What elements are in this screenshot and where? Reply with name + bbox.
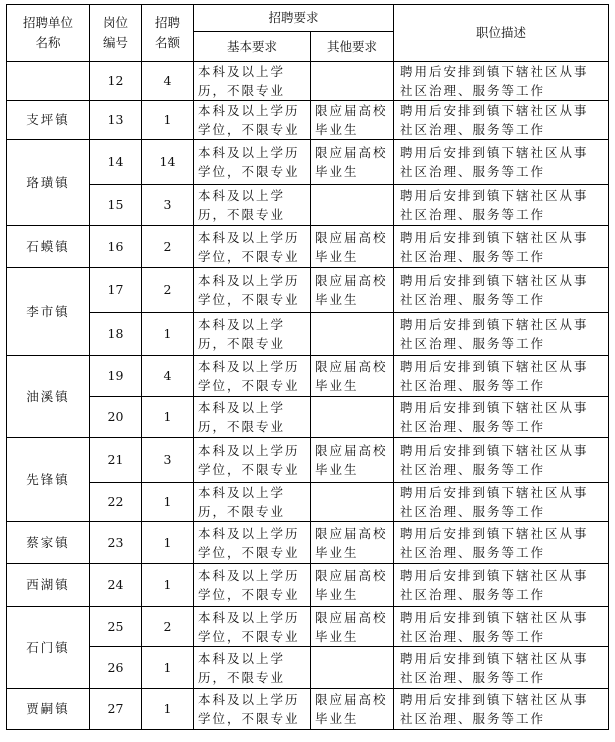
description-cell: 聘用后安排到镇下辖社区从事社区治理、服务等工作: [394, 313, 609, 356]
description-cell: 聘用后安排到镇下辖社区从事社区治理、服务等工作: [394, 689, 609, 730]
quota-cell: 4: [142, 356, 194, 397]
quota-cell: 1: [142, 397, 194, 438]
post-number-cell: 24: [90, 564, 142, 607]
header-post-number: 岗位 编号: [90, 5, 142, 62]
header-requirements: 招聘要求: [194, 5, 394, 32]
post-number-cell: 25: [90, 607, 142, 647]
description-cell: 聘用后安排到镇下辖社区从事社区治理、服务等工作: [394, 564, 609, 607]
post-number-cell: 23: [90, 522, 142, 564]
table-body: [7, 62, 609, 730]
unit-name-cell: 先锋镇: [7, 438, 90, 522]
description-cell: 聘用后安排到镇下辖社区从事社区治理、服务等工作: [394, 356, 609, 397]
description-cell: 聘用后安排到镇下辖社区从事社区治理、服务等工作: [394, 483, 609, 522]
table-row: [7, 607, 609, 647]
post-number-cell: 12: [90, 62, 142, 101]
quota-cell: 1: [142, 564, 194, 607]
quota-cell: 2: [142, 226, 194, 268]
post-number-cell: 27: [90, 689, 142, 730]
quota-cell: 1: [142, 313, 194, 356]
recruitment-table: [6, 4, 609, 730]
post-number-cell: 15: [90, 185, 142, 226]
basic-requirement-cell: 本科及以上学历，不限专业: [194, 62, 311, 101]
other-requirement-cell: 限应届高校毕业生: [311, 101, 394, 140]
table-row: [7, 438, 609, 483]
table-row: [7, 101, 609, 140]
basic-requirement-cell: 本科及以上学历学位，不限专业: [194, 689, 311, 730]
basic-requirement-cell: 本科及以上学历，不限专业: [194, 185, 311, 226]
post-number-cell: 19: [90, 356, 142, 397]
basic-requirement-cell: 本科及以上学历学位，不限专业: [194, 438, 311, 483]
other-requirement-cell: 限应届高校毕业生: [311, 438, 394, 483]
other-requirement-cell: [311, 62, 394, 101]
quota-cell: 14: [142, 140, 194, 185]
description-cell: 聘用后安排到镇下辖社区从事社区治理、服务等工作: [394, 268, 609, 313]
other-requirement-cell: 限应届高校毕业生: [311, 226, 394, 268]
quota-cell: 4: [142, 62, 194, 101]
quota-cell: 3: [142, 185, 194, 226]
unit-name-cell: 蔡家镇: [7, 522, 90, 564]
quota-cell: 1: [142, 647, 194, 689]
description-cell: 聘用后安排到镇下辖社区从事社区治理、服务等工作: [394, 226, 609, 268]
other-requirement-cell: 限应届高校毕业生: [311, 522, 394, 564]
basic-requirement-cell: 本科及以上学历学位，不限专业: [194, 226, 311, 268]
basic-requirement-cell: 本科及以上学历，不限专业: [194, 397, 311, 438]
description-cell: 聘用后安排到镇下辖社区从事社区治理、服务等工作: [394, 607, 609, 647]
table-row: [7, 226, 609, 268]
table-row: [7, 647, 609, 689]
post-number-cell: 22: [90, 483, 142, 522]
other-requirement-cell: [311, 647, 394, 689]
header-description: 职位描述: [394, 5, 609, 62]
other-requirement-cell: [311, 313, 394, 356]
table-row: [7, 62, 609, 101]
post-number-cell: 21: [90, 438, 142, 483]
quota-cell: 1: [142, 483, 194, 522]
other-requirement-cell: [311, 397, 394, 438]
table-row: [7, 356, 609, 397]
basic-requirement-cell: 本科及以上学历学位，不限专业: [194, 564, 311, 607]
description-cell: 聘用后安排到镇下辖社区从事社区治理、服务等工作: [394, 62, 609, 101]
other-requirement-cell: 限应届高校毕业生: [311, 689, 394, 730]
description-cell: 聘用后安排到镇下辖社区从事社区治理、服务等工作: [394, 185, 609, 226]
description-cell: 聘用后安排到镇下辖社区从事社区治理、服务等工作: [394, 140, 609, 185]
basic-requirement-cell: 本科及以上学历学位，不限专业: [194, 607, 311, 647]
header-unit-name: 招聘单位 名称: [7, 5, 90, 62]
other-requirement-cell: 限应届高校毕业生: [311, 268, 394, 313]
basic-requirement-cell: 本科及以上学历学位，不限专业: [194, 522, 311, 564]
description-cell: 聘用后安排到镇下辖社区从事社区治理、服务等工作: [394, 522, 609, 564]
table-row: [7, 522, 609, 564]
table-row: [7, 397, 609, 438]
basic-requirement-cell: 本科及以上学历，不限专业: [194, 647, 311, 689]
header-other-requirements: 其他要求: [311, 32, 394, 62]
unit-name-cell: 石门镇: [7, 607, 90, 689]
other-requirement-cell: 限应届高校毕业生: [311, 356, 394, 397]
post-number-cell: 20: [90, 397, 142, 438]
table-row: [7, 313, 609, 356]
unit-name-cell: 李市镇: [7, 268, 90, 356]
post-number-cell: 13: [90, 101, 142, 140]
header-quota: 招聘 名额: [142, 5, 194, 62]
unit-name-cell: 石蟆镇: [7, 226, 90, 268]
description-cell: 聘用后安排到镇下辖社区从事社区治理、服务等工作: [394, 101, 609, 140]
other-requirement-cell: [311, 185, 394, 226]
table-row: [7, 185, 609, 226]
table-row: [7, 268, 609, 313]
basic-requirement-cell: 本科及以上学历，不限专业: [194, 483, 311, 522]
post-number-cell: 17: [90, 268, 142, 313]
unit-name-cell: 珞璜镇: [7, 140, 90, 226]
description-cell: 聘用后安排到镇下辖社区从事社区治理、服务等工作: [394, 397, 609, 438]
table-row: [7, 564, 609, 607]
post-number-cell: 14: [90, 140, 142, 185]
post-number-cell: 16: [90, 226, 142, 268]
quota-cell: 1: [142, 101, 194, 140]
header-basic-requirements: 基本要求: [194, 32, 311, 62]
other-requirement-cell: [311, 483, 394, 522]
description-cell: 聘用后安排到镇下辖社区从事社区治理、服务等工作: [394, 438, 609, 483]
basic-requirement-cell: 本科及以上学历学位，不限专业: [194, 268, 311, 313]
post-number-cell: 26: [90, 647, 142, 689]
basic-requirement-cell: 本科及以上学历，不限专业: [194, 313, 311, 356]
post-number-cell: 18: [90, 313, 142, 356]
unit-name-cell: 西湖镇: [7, 564, 90, 607]
other-requirement-cell: 限应届高校毕业生: [311, 564, 394, 607]
quota-cell: 1: [142, 689, 194, 730]
unit-name-cell: [7, 62, 90, 101]
table-row: [7, 483, 609, 522]
unit-name-cell: 贾嗣镇: [7, 689, 90, 730]
basic-requirement-cell: 本科及以上学历学位，不限专业: [194, 356, 311, 397]
quota-cell: 3: [142, 438, 194, 483]
quota-cell: 2: [142, 268, 194, 313]
quota-cell: 2: [142, 607, 194, 647]
unit-name-cell: 支坪镇: [7, 101, 90, 140]
quota-cell: 1: [142, 522, 194, 564]
unit-name-cell: 油溪镇: [7, 356, 90, 438]
other-requirement-cell: 限应届高校毕业生: [311, 140, 394, 185]
table-row: [7, 689, 609, 730]
table-row: [7, 140, 609, 185]
basic-requirement-cell: 本科及以上学历学位，不限专业: [194, 101, 311, 140]
basic-requirement-cell: 本科及以上学历学位，不限专业: [194, 140, 311, 185]
other-requirement-cell: 限应届高校毕业生: [311, 607, 394, 647]
description-cell: 聘用后安排到镇下辖社区从事社区治理、服务等工作: [394, 647, 609, 689]
